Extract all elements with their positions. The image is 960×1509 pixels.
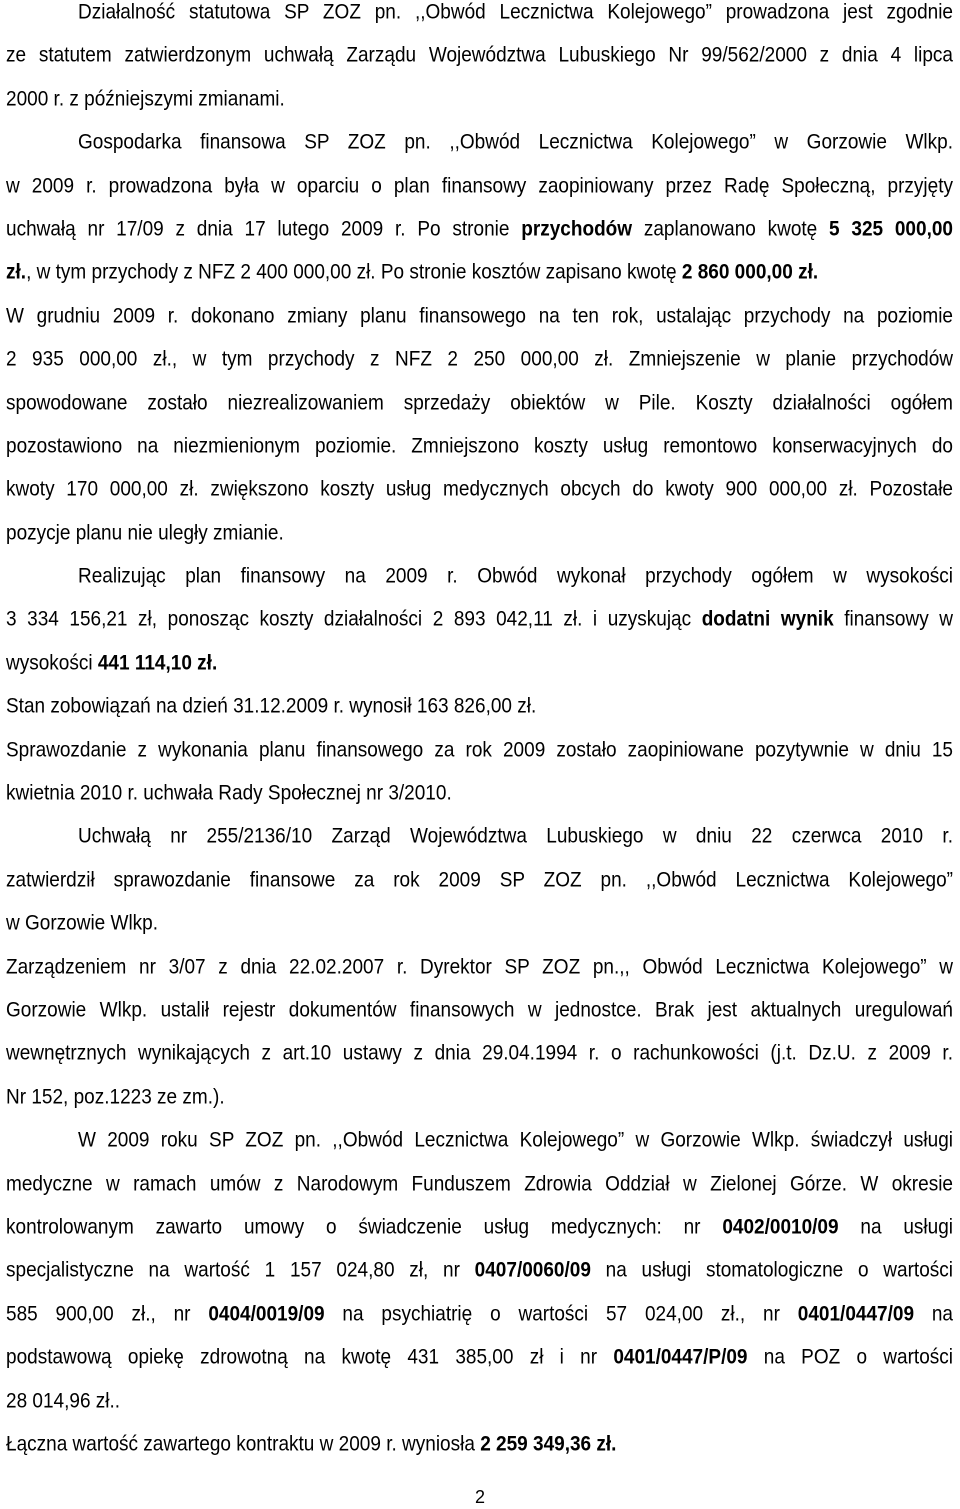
text-line xyxy=(6,1257,953,1306)
text-segment: wysokości xyxy=(6,651,98,676)
bold-text: 2 259 349,36 zł. xyxy=(480,1432,617,1457)
text-segment: ze statutem zatwierdzonym uchwałą Zarządu Województwa Lubuskiego Nr 99/562/2000 z dnia 4 lipca xyxy=(6,43,953,68)
text-segment: Łączna wartość zawartego kontraktu w 2009 r. wyniosła xyxy=(6,1432,481,1457)
text-line xyxy=(6,85,953,134)
text-segment: w 2009 r. prowadzona była w oparciu o plan finansowy zaopiniowany przez Radę Społeczną, przyjęty xyxy=(6,174,953,198)
text-line xyxy=(6,909,953,958)
text-segment: Stan zobowiązań na dzień 31.12.2009 r. wynosił 163 826,00 zł. xyxy=(6,694,537,719)
text-segment: na POZ o wartości xyxy=(747,1345,953,1370)
text-segment: Działalność statutowa SP ZOZ pn. ,,Obwód Lecznictwa Kolejowego” prowadzona jest zgodnie xyxy=(78,0,953,25)
text-segment: podstawową opiekę zdrowotną na kwotę 431 385,00 zł i nr xyxy=(6,1345,614,1370)
text-line xyxy=(6,215,953,264)
text-line xyxy=(6,649,953,698)
text-line xyxy=(6,1300,953,1349)
text-segment: na usługi stomatologiczne o wartości xyxy=(590,1258,953,1283)
text-line xyxy=(6,953,953,1002)
text-segment: , w tym przychody z NFZ 2 400 000,00 zł. Po stronie kosztów zapisano kwotę xyxy=(26,260,682,285)
bold-text: 0407/0060/09 xyxy=(474,1258,591,1283)
text-segment: 28 014,96 zł.. xyxy=(6,1388,121,1413)
text-segment: specjalistyczne na wartość 1 157 024,80 zł, nr xyxy=(6,1258,475,1283)
text-line xyxy=(6,519,953,568)
text-segment: 585 900,00 zł., nr xyxy=(6,1302,209,1327)
text-line xyxy=(6,606,953,655)
text-line xyxy=(6,823,953,872)
text-segment: Sprawozdanie z wykonania planu finansowego za rok 2009 zostało zaopiniowane pozytywnie w dniu 15 xyxy=(6,738,953,763)
text-line xyxy=(6,1040,953,1089)
text-line xyxy=(6,692,953,741)
bold-text: 0402/0010/09 xyxy=(722,1215,839,1240)
text-line xyxy=(6,866,953,915)
text-segment: na usługi xyxy=(838,1215,953,1240)
text-line xyxy=(6,1213,953,1262)
text-segment: spowodowane zostało niezrealizowaniem sprzedaży obiektów w Pile. Koszty działalności ogółem xyxy=(6,390,953,415)
bold-text: 0401/0447/09 xyxy=(797,1302,915,1327)
text-line xyxy=(6,259,953,308)
text-segment: uchwałą nr 17/09 z dnia 17 lutego 2009 r. Po stronie xyxy=(6,217,522,242)
text-line xyxy=(6,1387,953,1436)
text-segment: na psychiatrię o wartości 57 024,00 zł., nr xyxy=(324,1302,798,1327)
text-segment: pozycje planu nie uległy zmianie. xyxy=(6,521,284,546)
text-segment: Realizując plan finansowy na 2009 r. Obwód wykonał przychody ogółem w wysokości xyxy=(78,564,953,589)
text-segment: zatwierdził sprawozdanie finansowe za rok 2009 SP ZOZ pn. ,,Obwód Lecznictwa Kolejowego” xyxy=(6,868,953,893)
text-line xyxy=(6,1126,953,1175)
text-segment: w Gorzowie Wlkp. xyxy=(6,911,159,936)
text-line xyxy=(6,1430,953,1479)
text-segment: zaplanowano kwotę xyxy=(632,217,830,242)
text-segment: W grudniu 2009 r. dokonano zmiany planu finansowego na ten rok, ustalając przychody na poziomie xyxy=(6,304,953,329)
text-line xyxy=(6,1343,953,1392)
text-line xyxy=(6,389,953,438)
bold-text: 2 860 000,00 zł. xyxy=(681,260,819,285)
bold-text: 5 325 000,00 xyxy=(829,217,953,242)
text-line xyxy=(6,302,953,351)
text-segment: 2 935 000,00 zł., w tym przychody z NFZ 2 250 000,00 zł. Zmniejszenie w planie przychodów xyxy=(6,347,953,372)
text-segment: kwoty 170 000,00 zł. zwiększono koszty usług medycznych obcych do kwoty 900 000,00 zł. Pozostałe xyxy=(6,477,953,502)
text-line xyxy=(6,172,953,221)
text-segment: pozostawiono na niezmienionym poziomie. Zmniejszono koszty usług remontowo konserwacyjnych do xyxy=(6,434,953,459)
bold-text: 0401/0447/P/09 xyxy=(613,1345,748,1370)
document-body xyxy=(6,0,953,1475)
text-segment: 3 334 156,21 zł, ponosząc koszty działalności 2 893 042,11 zł. i uzyskując xyxy=(6,607,702,632)
text-line xyxy=(6,42,953,91)
text-segment: Uchwałą nr 255/2136/10 Zarząd Województwa Lubuskiego w dniu 22 czerwca 2010 r. xyxy=(78,824,953,849)
text-line xyxy=(6,1170,953,1219)
text-segment: Gorzowie Wlkp. ustalił rejestr dokumentów finansowych w jednostce. Brak jest aktualnych uregulowań xyxy=(6,998,953,1023)
bold-text: 441 114,10 zł. xyxy=(97,651,218,676)
text-line xyxy=(6,475,953,524)
text-segment: Zarządzeniem nr 3/07 z dnia 22.02.2007 r. Dyrektor SP ZOZ pn.,, Obwód Lecznictwa Kolejowego” w xyxy=(6,955,953,979)
text-segment: medyczne w ramach umów z Narodowym Funduszem Zdrowia Oddział w Zielonej Górze. W okresie xyxy=(6,1172,953,1196)
text-line xyxy=(6,432,953,481)
text-segment: na xyxy=(914,1302,953,1327)
text-segment: Nr 152, poz.1223 ze zm.). xyxy=(6,1085,225,1110)
text-segment: kwietnia 2010 r. uchwała Rady Społecznej nr 3/2010. xyxy=(6,781,452,806)
text-segment: wewnętrznych wynikających z art.10 ustawy z dnia 29.04.1994 r. o rachunkowości (j.t. Dz.U. z 2009 r. xyxy=(6,1041,953,1066)
bold-text: przychodów xyxy=(521,217,633,242)
text-segment: finansowy w xyxy=(833,607,953,632)
text-segment: kontrolowanym zawarto umowy o świadczenie usług medycznych: nr xyxy=(6,1215,723,1240)
bold-text: 0404/0019/09 xyxy=(208,1302,325,1327)
bold-text: dodatni wynik xyxy=(701,607,834,632)
text-segment: 2000 r. z późniejszymi zmianami. xyxy=(6,87,285,112)
text-line xyxy=(6,345,953,394)
text-line xyxy=(6,736,953,785)
text-segment: Gospodarka finansowa SP ZOZ pn. ,,Obwód Lecznictwa Kolejowego” w Gorzowie Wlkp. xyxy=(78,130,953,155)
text-segment: W 2009 roku SP ZOZ pn. ,,Obwód Lecznictwa Kolejowego” w Gorzowie Wlkp. świadczył usługi xyxy=(78,1128,953,1153)
page-number: 2 xyxy=(474,1487,485,1507)
text-line xyxy=(6,1083,953,1132)
bold-text: zł. xyxy=(6,260,27,285)
text-line xyxy=(6,128,953,177)
